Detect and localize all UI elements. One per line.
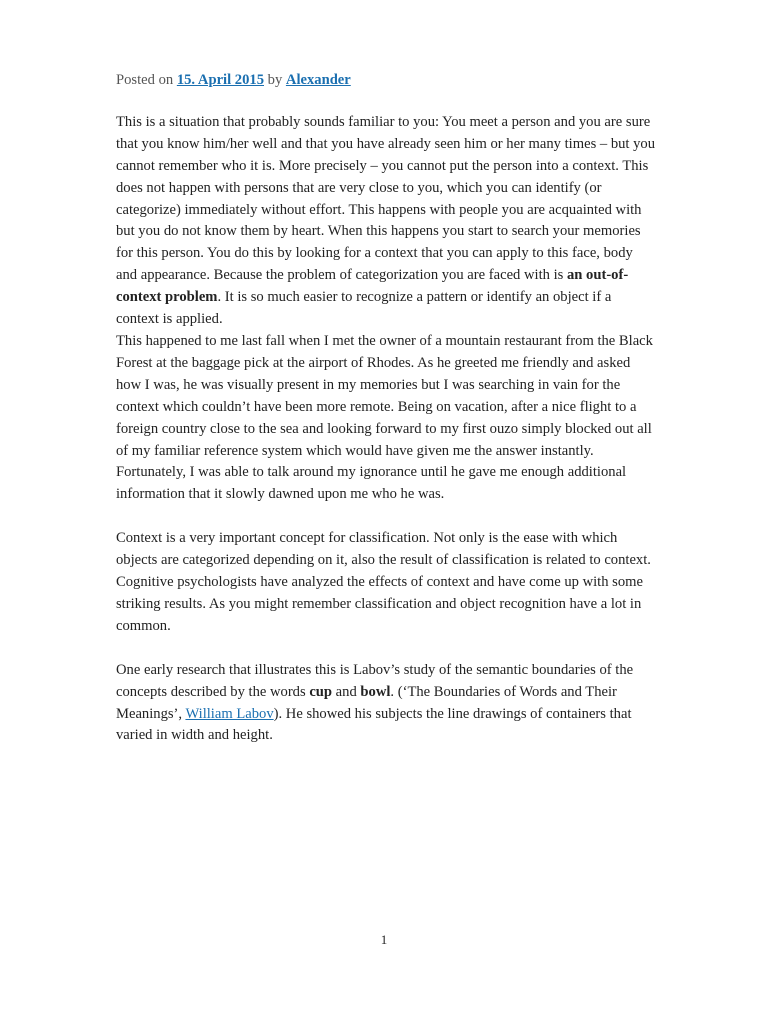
- post-date-link[interactable]: 15. April 2015: [176, 72, 264, 88]
- intro-bold: an out-of-context problem: [116, 267, 629, 306]
- labov-text-1: One early research that illustrates this is Labov’s study of the semantic boundaries of the concepts described by the words: [116, 661, 634, 700]
- william-labov-link[interactable]: William Labov: [185, 705, 274, 722]
- paragraph-context: Context is a very important concept for classification. Not only is the ease with which objects are categorized depending on it, also the result of classification is related to context. Cognitive psychologists have analyzed the effects of context and have come up with some striking results. As you might remember classification and object recognition have a lot in common.: [116, 530, 651, 634]
- posted-on-label: Posted on: [116, 72, 174, 88]
- labov-text-2: . (‘The Boundaries of Words and Their Meanings’,: [116, 683, 617, 722]
- word-cup: cup: [309, 683, 333, 700]
- word-bowl: bowl: [360, 683, 391, 700]
- intro-text-1: This is a situation that probably sounds familiar to you: You meet a person and you are sure that you know him/her well and that you have already seen him or her many times – but you cannot remember who it is. More precisely – you cannot put the person into a context. This does not happen with persons that are very close to you, which you can identify (or categorize) immediately without effort. This happens with people you are acquainted with but you do not know them by heart. When this happens you start to search your memories for this person. You do this by looking for a context that you can apply to this face, body and appearance. Because the problem of categorization you are faced with is: [116, 113, 656, 284]
- by-label: by: [267, 72, 283, 88]
- page-number: 1: [380, 932, 388, 947]
- labov-and: and: [332, 683, 361, 700]
- paragraph-intro: [116, 112, 656, 331]
- author-link[interactable]: Alexander: [285, 72, 351, 88]
- post-meta: [116, 70, 656, 92]
- intro-text-2: . It is so much easier to recognize a pattern or identify an object if a context is applied.: [116, 289, 612, 328]
- paragraph-labov: [116, 660, 656, 748]
- labov-text-3: ). He showed his subjects the line drawings of containers that varied in width and height.: [116, 705, 632, 744]
- paragraph-anecdote: This happened to me last fall when I met the owner of a mountain restaurant from the Black Forest at the baggage pick at the airport of Rhodes. As he greeted me friendly and asked how I was, he was visually present in my memories but I was searching in vain for the context which couldn’t have been more remote. Being on vacation, after a nice flight to a foreign country close to the sea and looking forward to my first ouzo simply blocked out all of my familiar reference system which would have given me the answer instantly. Fortunately, I was able to talk around my ignorance until he gave me enough additional information that it slowly dawned upon me who he was.: [116, 332, 653, 503]
- document-page: [116, 70, 656, 747]
